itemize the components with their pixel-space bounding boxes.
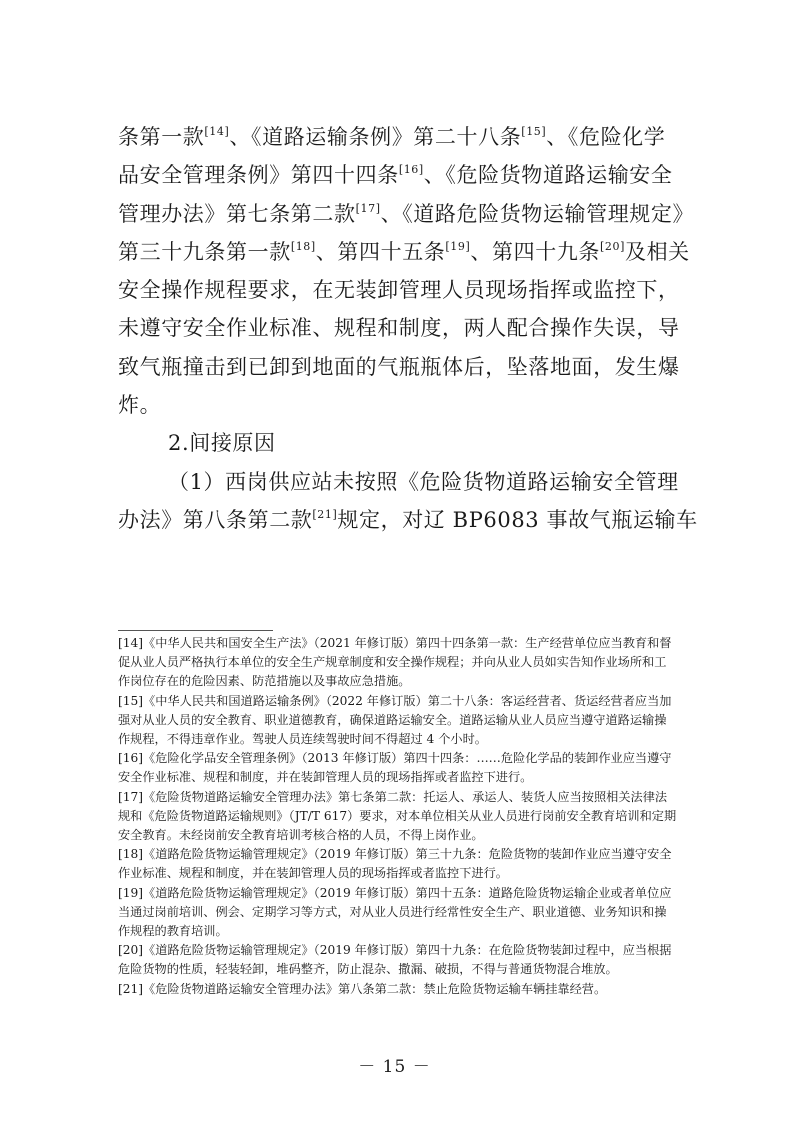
footnote: [16]《危险化学品安全管理条例》（2013 年修订版）第四十四条：……危险化学品的装卸作业应当遵守安全作业标准、规程和制度，并在装卸管理人员的现场指挥或者监控下进行。 (118, 751, 672, 785)
section-heading (118, 424, 678, 462)
body-line (118, 463, 678, 501)
footnote-ref: [15] (521, 125, 547, 138)
footnote: [17]《危险货物道路运输安全管理办法》第七条第二款：托运人、承运人、装货人应当按照相关法律法规和《危险货物道路运输规则》（JT/T 617）要求，对本单位相关从业人员进行岗前安全教育培训和定期安全教育。未经岗前安全教育培训考核合格的人员，不得上岗作业。 (118, 789, 677, 843)
body-line (118, 386, 678, 424)
footnotes (118, 634, 678, 999)
body-line (118, 348, 678, 386)
text-run: 第三十九条第一款 (118, 239, 291, 264)
body-line (118, 156, 678, 194)
text-run: 、《危险化学 (546, 125, 666, 149)
footnote-ref: [18] (290, 239, 316, 253)
text-run: 安全操作规程要求，在无装卸管理人员现场指挥或监控下， (118, 278, 680, 303)
text-run: 条第一款 (118, 125, 205, 149)
text-run: 炸。 (118, 393, 162, 418)
body-line (118, 233, 690, 271)
body-line (118, 118, 678, 156)
text-run: （1）西岗供应站未按照《危险货物道路运输安全管理 (168, 469, 679, 494)
body-line (118, 271, 678, 309)
footnote: [15]《中华人民共和国道路运输条例》（2022 年修订版）第二十八条：客运经营者、货运经营者应当加强对从业人员的安全教育、职业道德教育，确保道路运输安全。道路运输从业人员应当遵守道路运输操作规程，不得违章作业。驾驶人员连续驾驶时间不得超过 4 个小时。 (118, 693, 672, 747)
text-run: 未遵守安全作业标准、规程和制度，两人配合操作失误，导 (118, 316, 680, 341)
footnote: [20]《道路危险货物运输管理规定》（2019 年修订版）第四十九条：在危险货物装卸过程中，应当根据危险货物的性质，轻装轻卸，堆码整齐，防止混杂、撒漏、破损，不得与普通货物混合堆放。 (118, 943, 672, 977)
text-run: 管理办法》第七条第二款 (118, 201, 356, 226)
footnote-ref: [19] (445, 239, 471, 253)
text-run: 办法》第八条第二款 (118, 507, 313, 532)
text-run: 及相关 (624, 239, 690, 264)
footnote: [14]《中华人民共和国安全生产法》（2021 年修订版）第四十四条第一款：生产经营单位应当教育和督促从业人员严格执行本单位的安全生产规章制度和安全操作规程；并向从业人员如实告知作业场所和工作岗位存在的危险因素、防范措施以及事故应急措施。 (118, 636, 672, 689)
footnote-ref: [14] (204, 125, 230, 138)
text-run: 规定，对辽 BP6083 事故气瓶运输车 (337, 507, 698, 532)
text-run: 、第四十九条 (470, 239, 600, 264)
footnote-ref: [16] (398, 163, 424, 177)
text-run: 致气瓶撞击到已卸到地面的气瓶瓶体后，坠落地面，发生爆 (118, 354, 680, 379)
footnote-ref: [21] (312, 507, 338, 521)
text-run: 、《道路危险货物运输管理规定》 (380, 201, 695, 226)
body-text (118, 118, 698, 539)
text-run: 、第四十五条 (315, 239, 446, 264)
text-run: 品安全管理条例》第四十四条 (118, 163, 399, 188)
footnote: [21]《危险货物道路运输安全管理办法》第八条第二款：禁止危险货物运输车辆挂靠经营。 (118, 981, 607, 996)
body-line (118, 195, 695, 233)
text-run: 2.间接原因 (168, 431, 276, 456)
footnote-separator (118, 630, 273, 631)
footnote-ref: [20] (600, 239, 625, 253)
text-run: 、《道路运输条例》第二十八条 (229, 125, 522, 149)
text-run: 、《危险货物道路运输安全 (423, 163, 673, 188)
page-number: － 15 － (358, 1057, 431, 1077)
body-line (118, 309, 678, 347)
footnote: [19]《道路危险货物运输管理规定》（2019 年修订版）第四十五条：道路危险货物运输企业或者单位应当通过岗前培训、例会、定期学习等方式，对从业人员进行经常性安全生产、职业道德、业务知识和操作规程的教育培训。 (118, 885, 672, 939)
body-line (118, 501, 698, 539)
footnote-ref: [17] (355, 201, 381, 215)
footnote: [18]《道路危险货物运输管理规定》（2019 年修订版）第三十九条：危险货物的装卸作业应当遵守安全作业标准、规程和制度，并在装卸管理人员的现场指挥或者监控下进行。 (118, 847, 672, 881)
